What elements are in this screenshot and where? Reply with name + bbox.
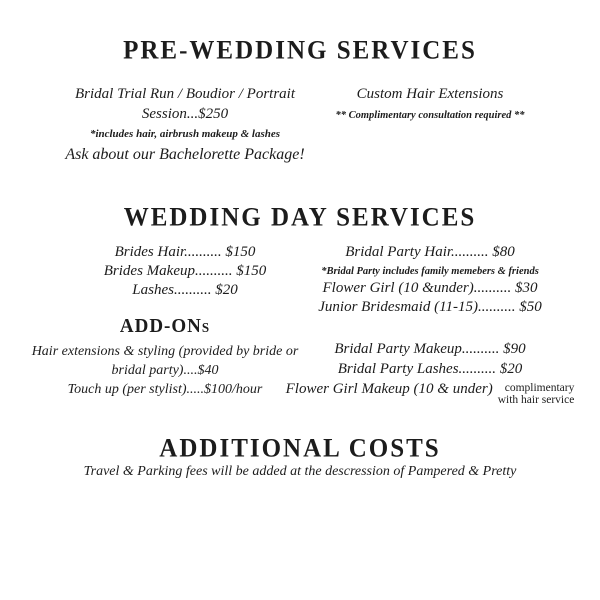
pre-wedding-services-title: PRE-WEDDING SERVICES xyxy=(123,36,477,65)
bridal-party-note: *Bridal Party includes family memebers & friends xyxy=(321,266,539,277)
pre-wedding-right-column xyxy=(270,84,590,123)
add-ons-title: ADD-ONs xyxy=(119,315,211,338)
bridal-trial-run-line: Bridal Trial Run / Boudior / Portrait xyxy=(74,86,296,102)
price-line-bridal-party-lashes: Bridal Party Lashes.......... $20 xyxy=(337,361,523,377)
complimentary-value xyxy=(498,379,575,406)
price-line-lashes: Lashes.......... $20 xyxy=(132,282,238,298)
includes-note: *includes hair, airbrush makeup & lashes xyxy=(89,128,281,140)
price-line-bridal-party-makeup: Bridal Party Makeup.......... $90 xyxy=(334,341,526,357)
touch-up-price-line: Touch up (per stylist).....$100/hour xyxy=(67,382,263,397)
wedding-day-right-column xyxy=(270,243,590,317)
complimentary-line-1: complimentary xyxy=(504,382,575,394)
bridal-party-price-line: bridal party)....$40 xyxy=(111,363,219,378)
price-line-junior-bridesmaid: Junior Bridesmaid (11-15).......... $50 xyxy=(318,299,542,315)
additional-costs-note-row xyxy=(0,462,600,481)
hair-extensions-styling-line: Hair extensions & styling (provided by bride or xyxy=(31,344,299,359)
complimentary-line-2: with hair service xyxy=(497,394,575,406)
custom-hair-extensions-line: Custom Hair Extensions xyxy=(356,86,504,102)
price-line-flower-girl: Flower Girl (10 &under).......... $30 xyxy=(322,280,538,296)
travel-parking-note: Travel & Parking fees will be added at the descression of Pampered & Pretty xyxy=(83,464,517,479)
price-line-bridal-party-hair: Bridal Party Hair.......... $80 xyxy=(345,244,515,260)
additional-costs-title: ADDITIONAL COSTS xyxy=(159,434,441,463)
wedding-day-services-title: WEDDING DAY SERVICES xyxy=(123,203,477,232)
flower-girl-makeup-label: Flower Girl Makeup (10 & under) xyxy=(285,381,493,397)
price-line-brides-hair: Brides Hair.......... $150 xyxy=(114,244,256,260)
add-ons-right-column xyxy=(270,339,590,406)
price-line-brides-makeup: Brides Makeup.......... $150 xyxy=(103,263,267,279)
session-price-line: Session...$250 xyxy=(141,106,229,122)
consultation-note: ** Complimentary consultation required ** xyxy=(335,110,525,121)
price-line-flower-girl-makeup xyxy=(270,379,590,406)
bachelorette-package-line: Ask about our Bachelorette Package! xyxy=(65,146,305,163)
